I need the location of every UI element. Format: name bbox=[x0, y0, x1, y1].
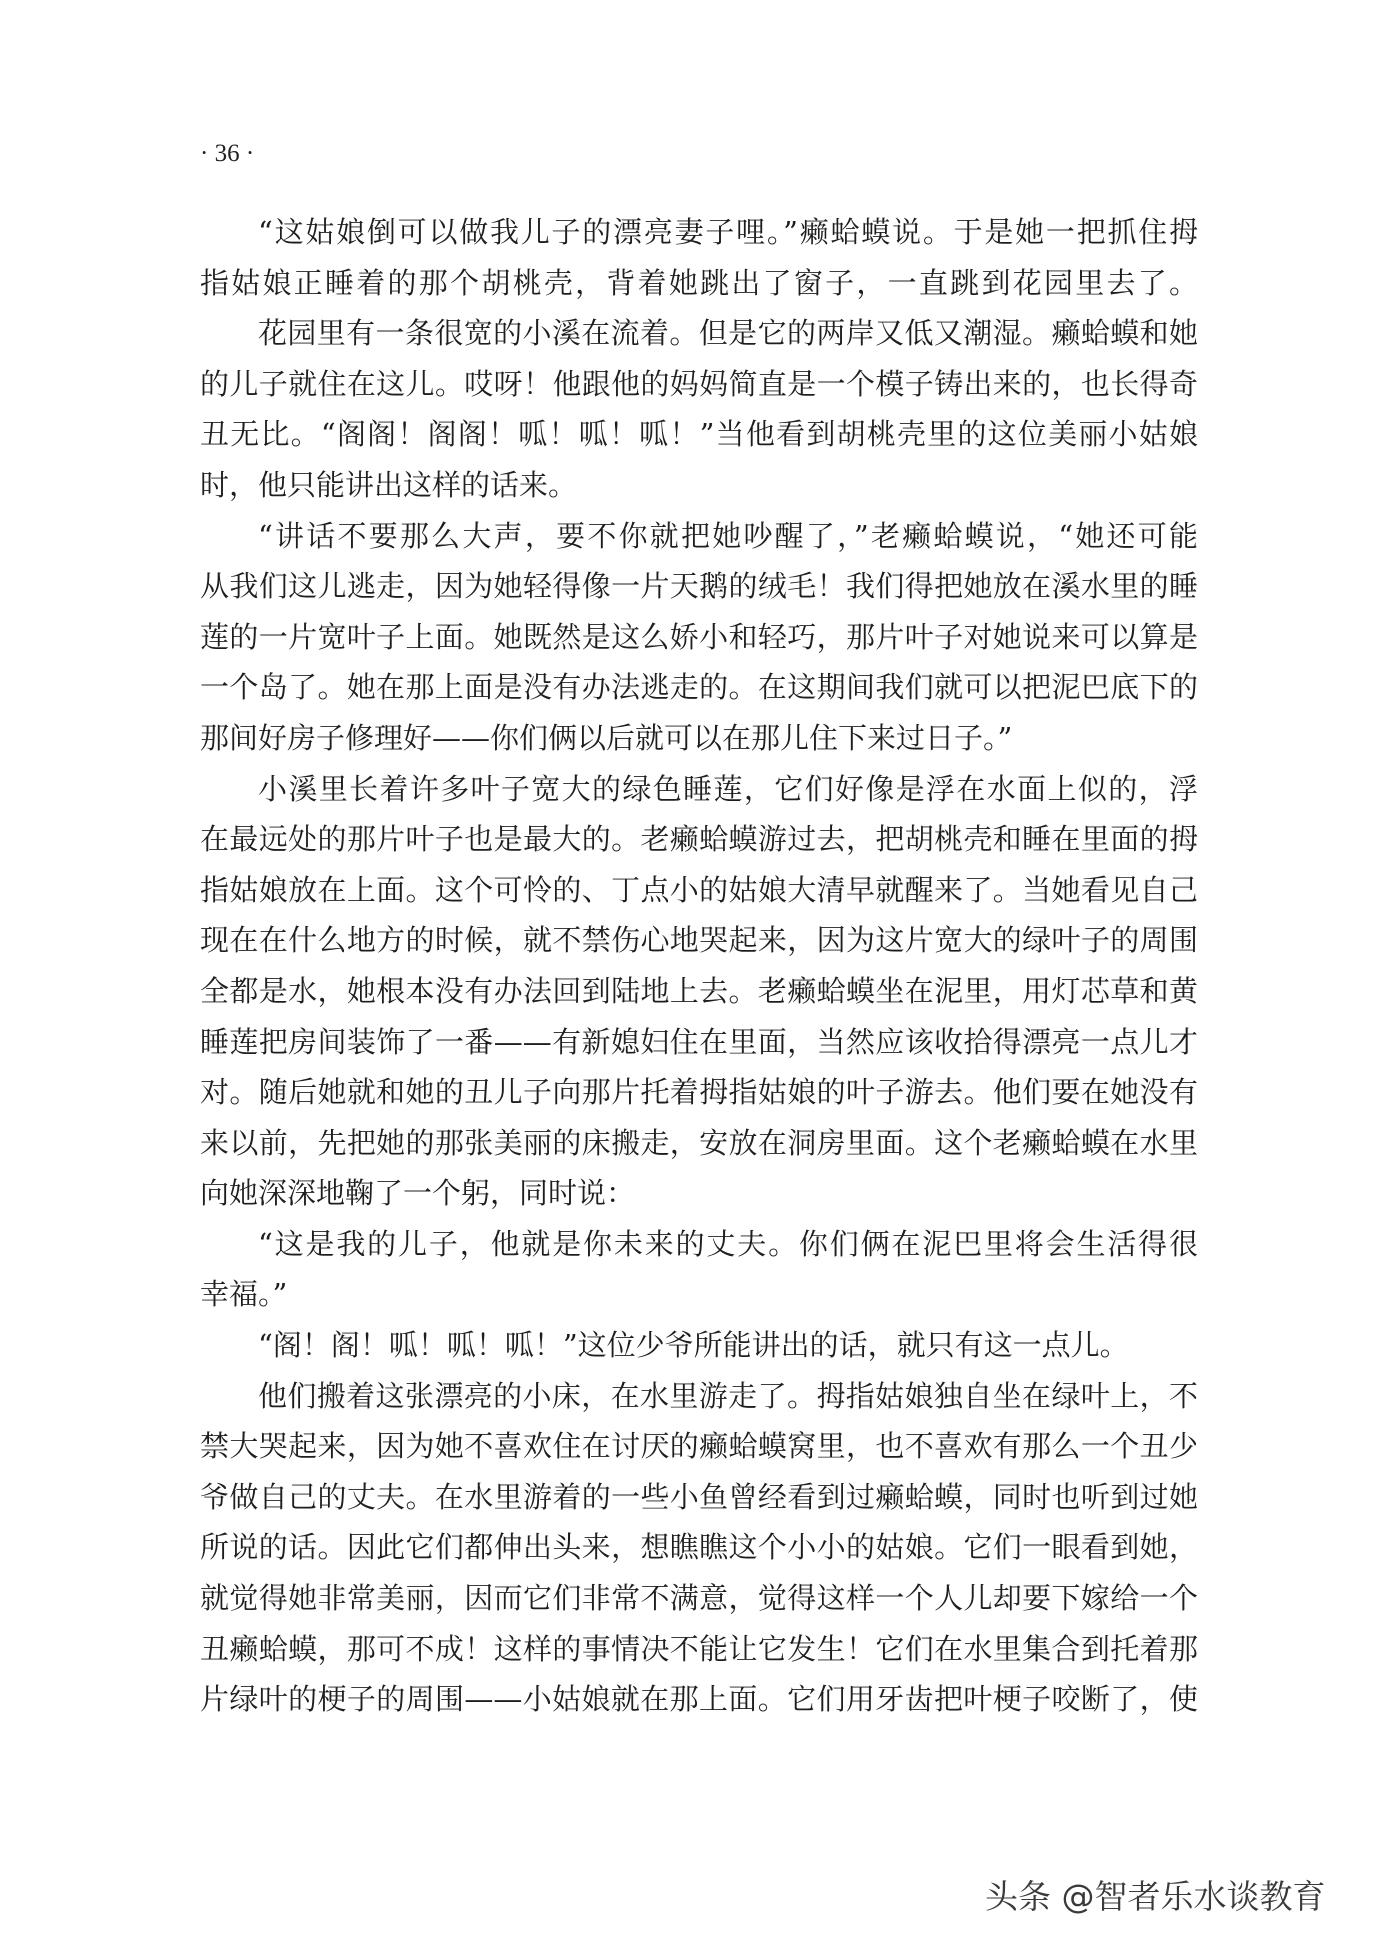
text-line: 禁大哭起来，因为她不喜欢住在讨厌的癞蛤蟆窝里，也不喜欢有那么一个丑少 bbox=[200, 1429, 1198, 1464]
text-line: 一个岛了。她在那上面是没有办法逃走的。在这期间我们就可以把泥巴底下的 bbox=[200, 670, 1198, 705]
text-line: 花园里有一条很宽的小溪在流着。但是它的两岸又低又潮湿。癞蛤蟆和她 bbox=[258, 316, 1198, 351]
text-line: “讲话不要那么大声，要不你就把她吵醒了，”老癞蛤蟆说，“她还可能 bbox=[258, 518, 1198, 553]
text-line: 莲的一片宽叶子上面。她既然是这么娇小和轻巧，那片叶子对她说来可以算是 bbox=[200, 619, 1198, 654]
text-line: 在最远处的那片叶子也是最大的。老癞蛤蟆游过去，把胡桃壳和睡在里面的拇 bbox=[200, 822, 1198, 857]
text-line: 从我们这儿逃走，因为她轻得像一片天鹅的绒毛！我们得把她放在溪水里的睡 bbox=[200, 569, 1198, 604]
text-line: 全都是水，她根本没有办法回到陆地上去。老癞蛤蟆坐在泥里，用灯芯草和黄 bbox=[200, 973, 1198, 1008]
text-line: 的儿子就住在这儿。哎呀！他跟他的妈妈简直是一个模子铸出来的，也长得奇 bbox=[200, 366, 1198, 401]
text-line: 睡莲把房间装饰了一番——有新媳妇住在里面，当然应该收拾得漂亮一点儿才 bbox=[200, 1024, 1198, 1059]
body-text bbox=[200, 207, 1198, 1725]
text-line: 片绿叶的梗子的周围——小姑娘就在那上面。它们用牙齿把叶梗子咬断了，使 bbox=[200, 1682, 1198, 1717]
text-line: 爷做自己的丈夫。在水里游着的一些小鱼曾经看到过癞蛤蟆，同时也听到过她 bbox=[200, 1479, 1198, 1514]
text-line: “这姑娘倒可以做我儿子的漂亮妻子哩。”癞蛤蟆说。于是她一把抓住拇 bbox=[258, 215, 1198, 249]
text-line: 来以前，先把她的那张美丽的床搬走，安放在洞房里面。这个老癞蛤蟆在水里 bbox=[200, 1125, 1198, 1160]
text-line: 向她深深地鞠了一个躬，同时说： bbox=[200, 1176, 636, 1211]
text-line: 那间好房子修理好——你们俩以后就可以在那儿住下来过日子。” bbox=[200, 720, 1013, 755]
text-line: 丑无比。“阁阁！阁阁！呱！呱！呱！”当他看到胡桃壳里的这位美丽小姑娘 bbox=[200, 417, 1198, 452]
text-line: 指姑娘正睡着的那个胡桃壳，背着她跳出了窗子，一直跳到花园里去了。 bbox=[200, 265, 1198, 300]
watermark-signature: 头条 @智者乐水谈教育 bbox=[985, 1877, 1326, 1916]
text-line: 小溪里长着许多叶子宽大的绿色睡莲，它们好像是浮在水面上似的，浮 bbox=[258, 771, 1198, 806]
text-line: “阁！阁！呱！呱！呱！”这位少爷所能讲出的话，就只有这一点儿。 bbox=[258, 1328, 1129, 1363]
text-line: 对。随后她就和她的丑儿子向那片托着拇指姑娘的叶子游去。他们要在她没有 bbox=[200, 1075, 1198, 1110]
text-line: 现在在什么地方的时候，就不禁伤心地哭起来，因为这片宽大的绿叶子的周围 bbox=[200, 923, 1198, 958]
text-line: 丑癞蛤蟆，那可不成！这样的事情决不能让它发生！它们在水里集合到托着那 bbox=[200, 1631, 1198, 1666]
text-line: 就觉得她非常美丽，因而它们非常不满意，觉得这样一个人儿却要下嫁给一个 bbox=[200, 1581, 1198, 1616]
page-number: · 36 · bbox=[200, 140, 255, 167]
text-line: 所说的话。因此它们都伸出头来，想瞧瞧这个小小的姑娘。它们一眼看到她， bbox=[200, 1530, 1198, 1565]
text-line: 指姑娘放在上面。这个可怜的、丁点小的姑娘大清早就醒来了。当她看见自己 bbox=[200, 872, 1198, 907]
text-line: 时，他只能讲出这样的话来。 bbox=[200, 467, 578, 502]
text-line: “这是我的儿子，他就是你未来的丈夫。你们俩在泥巴里将会生活得很 bbox=[258, 1226, 1198, 1261]
text-line: 幸福。” bbox=[200, 1277, 288, 1312]
text-line: 他们搬着这张漂亮的小床，在水里游走了。拇指姑娘独自坐在绿叶上，不 bbox=[258, 1378, 1198, 1413]
